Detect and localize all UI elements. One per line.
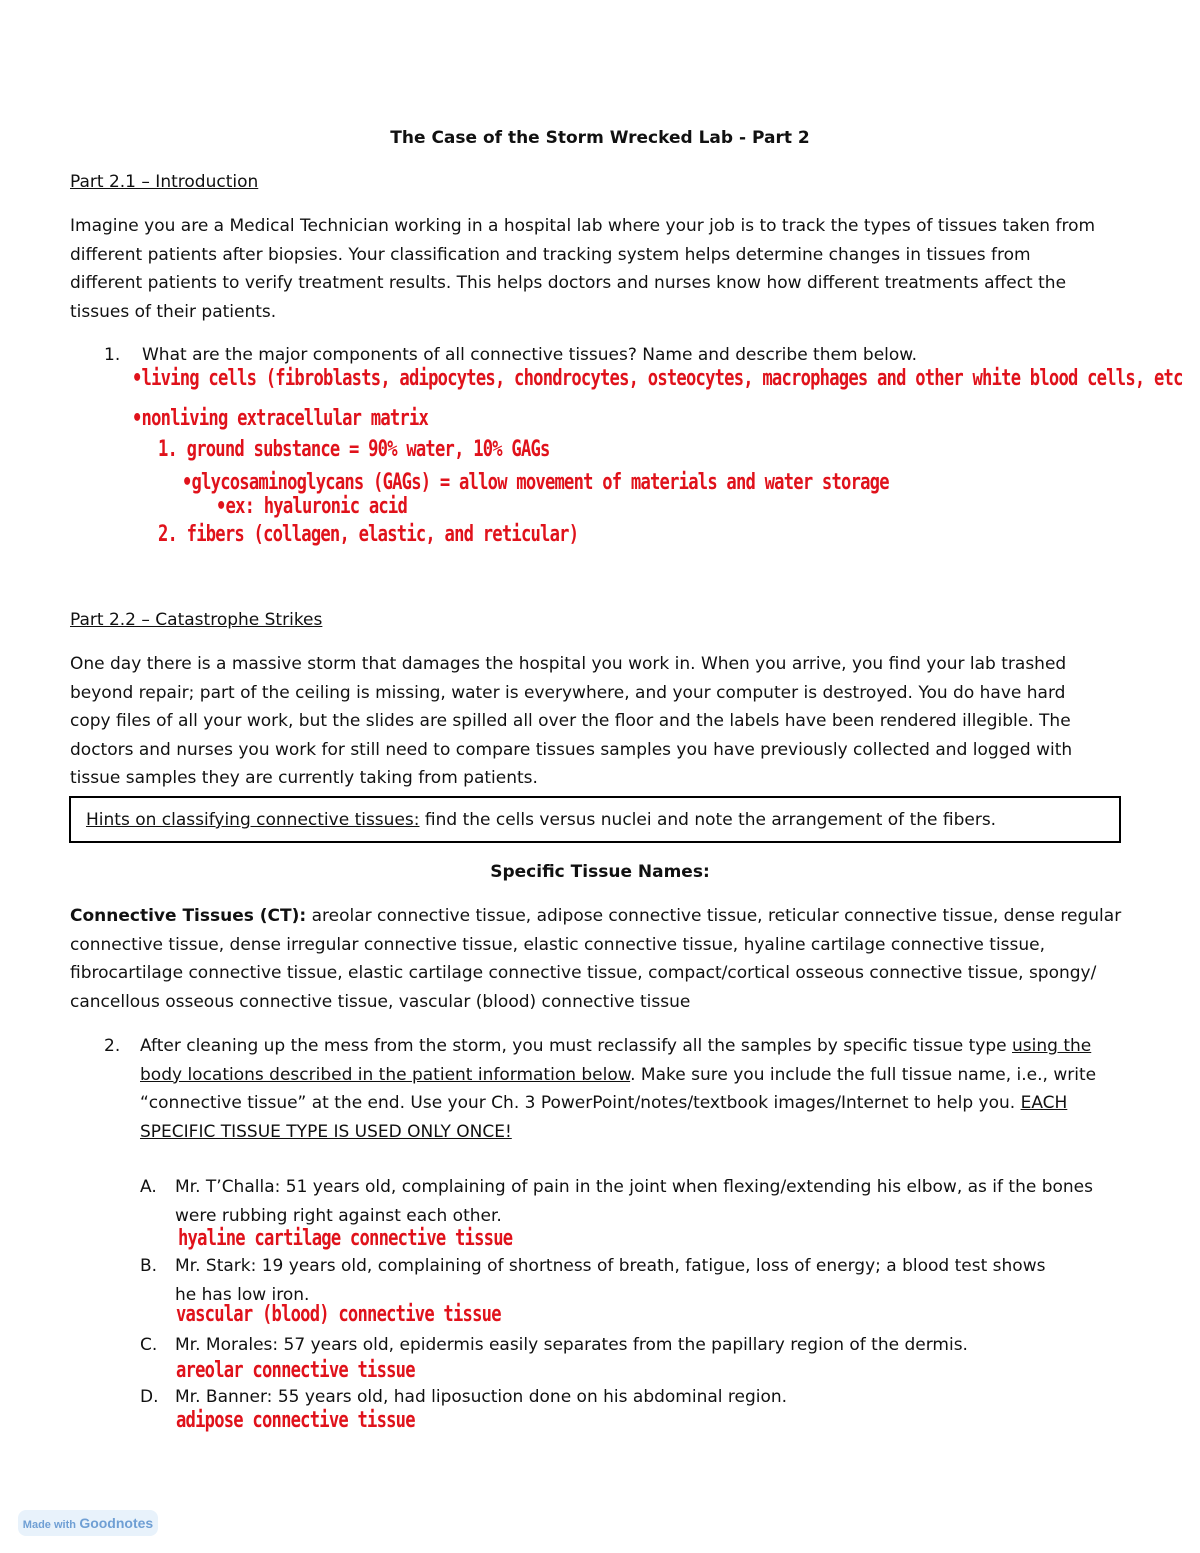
intro-line: Imagine you are a Medical Technician working in a hospital lab where your job is to track the types of tissues taken from <box>70 216 1096 236</box>
case-c-answer: areolar connective tissue <box>176 1358 415 1383</box>
q2-number: 2. <box>104 1036 121 1056</box>
hint-label: Hints on classifying connective tissues: <box>86 810 420 830</box>
ct-list-paragraph <box>70 902 1130 1016</box>
case-c-letter: C. <box>140 1335 158 1355</box>
ct-list-line: areolar connective tissue, adipose connective tissue, reticular connective tissue, dense regular <box>306 906 1122 926</box>
story-line: copy files of all your work, but the slides are spilled all over the floor and the labels have been rendered illegible. The <box>70 711 1071 731</box>
q2-underlined: body locations described in the patient information below <box>140 1064 631 1085</box>
case-c-text <box>175 1331 1135 1360</box>
q2-underlined: using the <box>1012 1036 1092 1056</box>
q2-line: After cleaning up the mess from the storm, you must reclassify all the samples by specific tissue type <box>140 1036 1012 1056</box>
case-line: were rubbing right against each other. <box>175 1205 502 1226</box>
intro-line: tissues of their patients. <box>70 301 277 322</box>
case-d-answer: adipose connective tissue <box>176 1408 415 1433</box>
q1-text: What are the major components of all connective tissues? Name and describe them below. <box>142 345 918 365</box>
q2-text <box>140 1032 1130 1146</box>
story-line: tissue samples they are currently taking from patients. <box>70 768 538 788</box>
case-a-letter: A. <box>140 1177 157 1197</box>
case-d-letter: D. <box>140 1387 159 1407</box>
ct-list-line: connective tissue, dense irregular connective tissue, elastic connective tissue, hyaline cartilage connective tissue, <box>70 934 1046 955</box>
hint-text <box>86 810 996 830</box>
story-line: doctors and nurses you work for still need to compare tissues samples you have previously collected and logged with <box>70 739 1073 760</box>
ct-list-line: fibrocartilage connective tissue, elastic cartilage connective tissue, compact/cortical osseous connective tissue, spongy/ <box>70 963 1097 983</box>
case-line: Mr. Stark: 19 years old, complaining of shortness of breath, fatigue, loss of energy; a blood test shows <box>175 1256 1046 1276</box>
q2-underlined: SPECIFIC TISSUE TYPE IS USED ONLY ONCE! <box>140 1121 512 1142</box>
tissue-names-heading: Specific Tissue Names: <box>490 862 710 882</box>
hint-body: find the cells versus nuclei and note the arrangement of the fibers. <box>419 810 997 830</box>
ct-label: Connective Tissues (CT): <box>70 906 307 926</box>
intro-paragraph <box>70 212 1130 326</box>
goodnotes-logo <box>18 1510 158 1536</box>
case-b-letter: B. <box>140 1256 158 1276</box>
case-b-text <box>175 1252 1135 1309</box>
case-line: Mr. T’Challa: 51 years old, complaining of pain in the joint when flexing/extending his elbow, as if the bones <box>175 1177 1093 1197</box>
logo-made-with: Made with <box>22 1519 76 1531</box>
q1-answer-fibers: 2. fibers (collagen, elastic, and reticular) <box>158 522 579 547</box>
page-title: The Case of the Storm Wrecked Lab - Part 2 <box>390 128 810 148</box>
case-a-answer: hyaline cartilage connective tissue <box>178 1226 513 1251</box>
part1-heading: Part 2.1 – Introduction <box>70 172 259 192</box>
q1-answer-ground-substance: 1. ground substance = 90% water, 10% GAGs <box>158 437 550 462</box>
q1-answer-gags: •glycosaminoglycans (GAGs) = allow movement of materials and water storage <box>182 470 889 495</box>
story-paragraph <box>70 650 1130 793</box>
intro-line: different patients after biopsies. Your classification and tracking system helps determine changes in tissues from <box>70 244 1031 265</box>
q1-answer-example: •ex: hyaluronic acid <box>216 494 408 519</box>
q2-line: . Make sure you include the full tissue name, i.e., write <box>630 1064 1097 1085</box>
story-line: One day there is a massive storm that damages the hospital you work in. When you arrive, you find your lab trashed <box>70 654 1067 674</box>
logo-brand: Goodnotes <box>79 1515 154 1531</box>
case-line: he has low iron. <box>175 1284 310 1305</box>
case-line: Mr. Banner: 55 years old, had liposuction done on his abdominal region. <box>175 1387 788 1407</box>
case-b-answer: vascular (blood) connective tissue <box>176 1302 501 1327</box>
q1-answer-matrix: •nonliving extracellular matrix <box>132 406 429 431</box>
q1-number: 1. <box>104 345 121 365</box>
q2-underlined: EACH <box>1020 1093 1068 1113</box>
story-line: beyond repair; part of the ceiling is missing, water is everywhere, and your computer is destroyed. You do have hard <box>70 682 1066 703</box>
part2-heading: Part 2.2 – Catastrophe Strikes <box>70 610 323 630</box>
case-line: Mr. Morales: 57 years old, epidermis easily separates from the papillary region of the dermis. <box>175 1335 968 1355</box>
q1-answer-cells: •living cells (fibroblasts, adipocytes, chondrocytes, osteocytes, macrophages and other white blood cells, etc <box>132 366 1183 391</box>
ct-list-line: cancellous osseous connective tissue, vascular (blood) connective tissue <box>70 991 691 1012</box>
q2-line: “connective tissue” at the end. Use your Ch. 3 PowerPoint/notes/textbook images/Internet to help you. <box>140 1093 1021 1113</box>
intro-line: different patients to verify treatment results. This helps doctors and nurses know how different treatments affect the <box>70 273 1067 293</box>
case-a-text <box>175 1173 1135 1230</box>
